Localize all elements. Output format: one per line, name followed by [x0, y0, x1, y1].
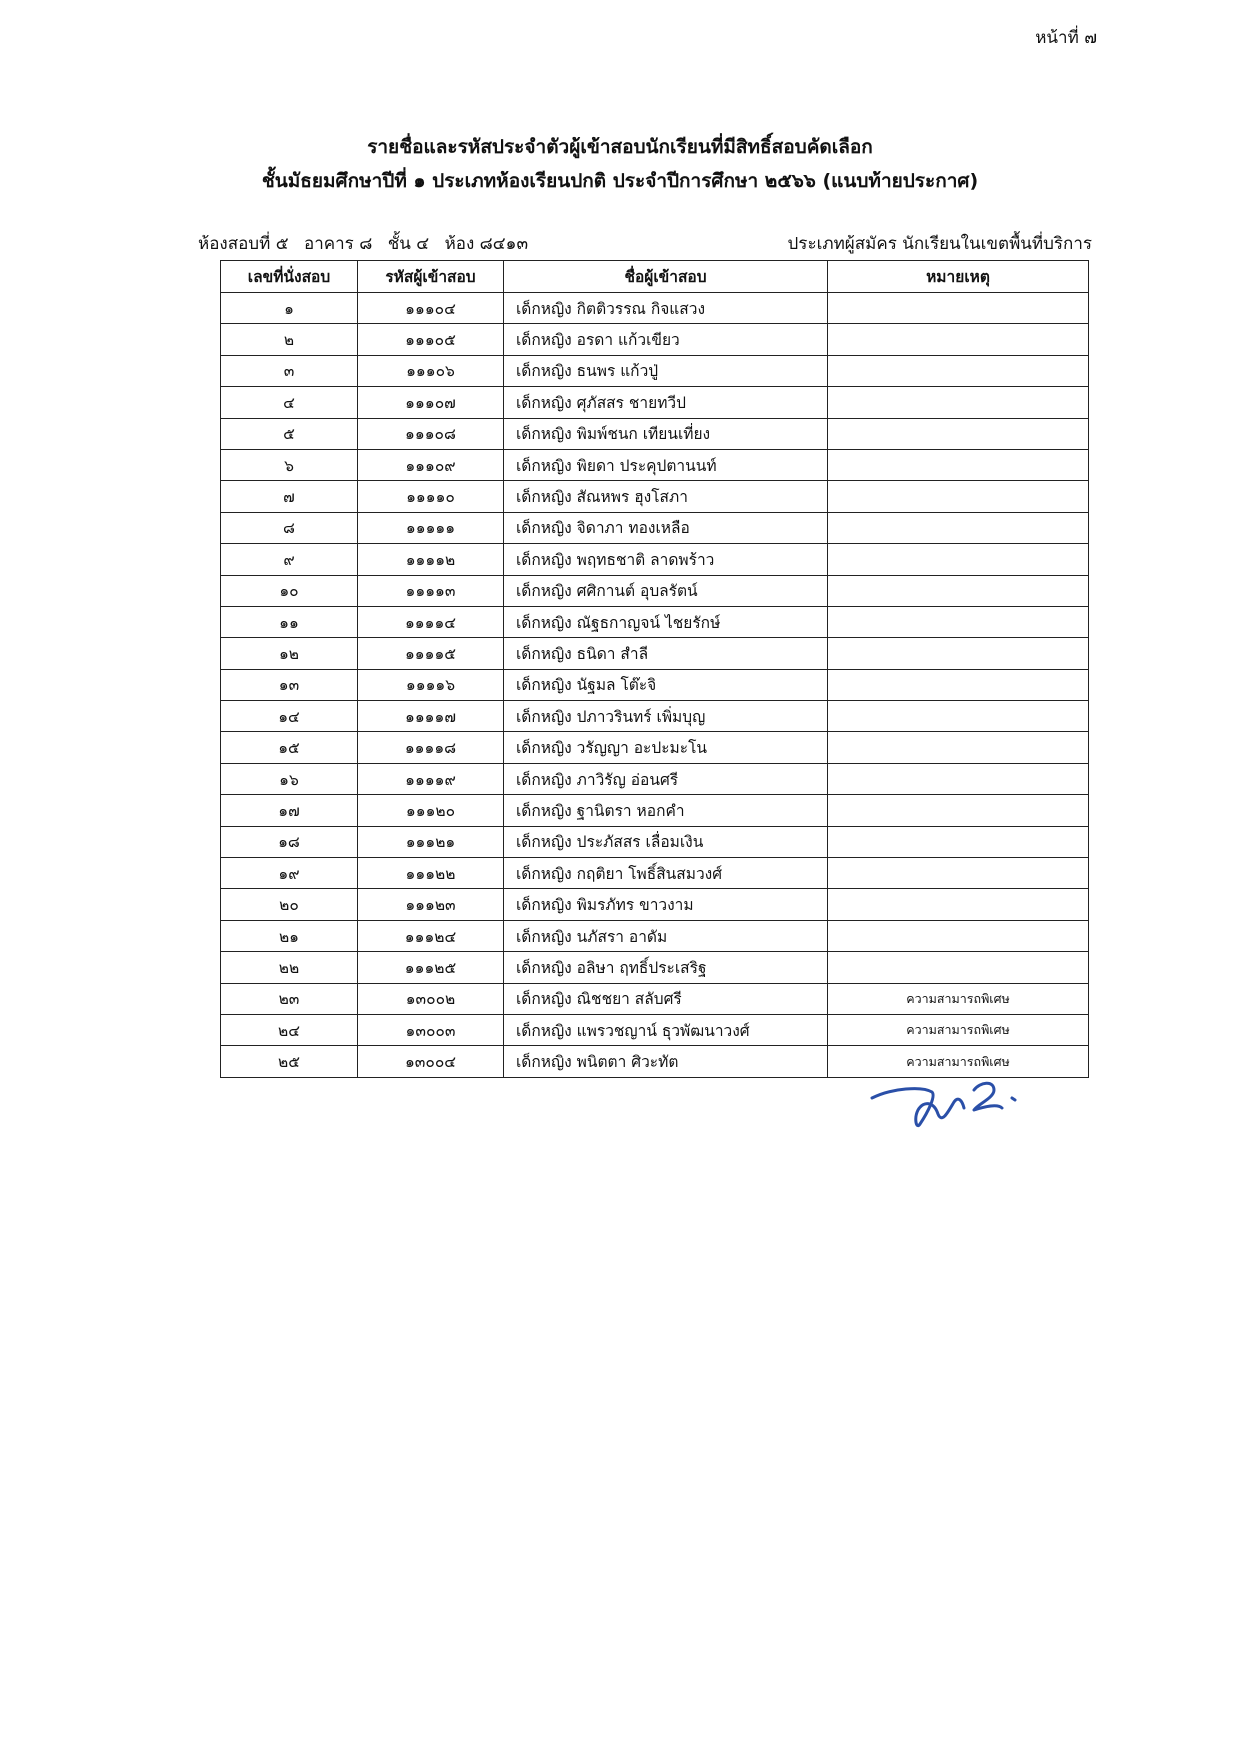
remark: [828, 449, 1089, 480]
table-row: [221, 669, 1089, 700]
seat-number: ๑๗: [221, 795, 358, 826]
seat-number: ๑๓: [221, 669, 358, 700]
seat-number: ๑๔: [221, 701, 358, 732]
remark: ความสามารถพิเศษ: [828, 983, 1089, 1014]
table-row: [221, 481, 1089, 512]
examinee-name: เด็กหญิง ประภัสสร เลื่อมเงิน: [504, 826, 828, 857]
seat-number: ๒: [221, 324, 358, 355]
remark: [828, 858, 1089, 889]
examinee-code: ๑๑๑๐๘: [358, 418, 504, 449]
remark: [828, 293, 1089, 324]
table-row: [221, 606, 1089, 637]
seat-number: ๒๓: [221, 983, 358, 1014]
examinee-code: ๑๑๑๒๓: [358, 889, 504, 920]
table-row: [221, 920, 1089, 951]
remark: [828, 795, 1089, 826]
table-row: [221, 1014, 1089, 1045]
remark: [828, 324, 1089, 355]
seat-number: ๒๔: [221, 1014, 358, 1045]
seat-number: ๒๕: [221, 1046, 358, 1077]
room-code: ห้อง ๘๔๑๓: [444, 234, 529, 254]
examinee-code: ๑๑๑๑๔: [358, 606, 504, 637]
table-row: [221, 763, 1089, 794]
examinee-name: เด็กหญิง สัณหพร ฮุงโสภา: [504, 481, 828, 512]
examinee-name: เด็กหญิง อลิษา ฤทธิ์ประเสริฐ: [504, 952, 828, 983]
examinee-name: เด็กหญิง ณัฐธกาญจน์ ไชยรักษ์: [504, 606, 828, 637]
page-number: หน้าที่ ๗: [1035, 28, 1097, 48]
signature: [862, 1068, 1062, 1148]
remark: [828, 638, 1089, 669]
examinee-name: เด็กหญิง พิมพ์ชนก เทียนเที่ยง: [504, 418, 828, 449]
remark: [828, 952, 1089, 983]
remark: [828, 701, 1089, 732]
seat-number: ๑๒: [221, 638, 358, 669]
header-seat: เลขที่นั่งสอบ: [221, 261, 358, 293]
remark: [828, 575, 1089, 606]
seat-number: ๑๕: [221, 732, 358, 763]
seat-number: ๔: [221, 387, 358, 418]
remark: [828, 481, 1089, 512]
table-row: [221, 701, 1089, 732]
examinee-code: ๑๑๑๐๕: [358, 324, 504, 355]
remark: [828, 512, 1089, 543]
remark: [828, 387, 1089, 418]
seat-number: ๑๙: [221, 858, 358, 889]
seat-number: ๑: [221, 293, 358, 324]
table-row: [221, 858, 1089, 889]
table-row: [221, 952, 1089, 983]
examinee-name: เด็กหญิง นัฐมล โต๊ะจิ: [504, 669, 828, 700]
seat-number: ๓: [221, 355, 358, 386]
examinee-code: ๑๑๑๒๑: [358, 826, 504, 857]
examinee-code: ๑๑๑๑๖: [358, 669, 504, 700]
room-number: ห้องสอบที่ ๕: [198, 234, 289, 254]
header-code: รหัสผู้เข้าสอบ: [358, 261, 504, 293]
remark: [828, 355, 1089, 386]
remark: [828, 732, 1089, 763]
examinee-name: เด็กหญิง ศุภัสสร ชายทวีป: [504, 387, 828, 418]
examinee-code: ๑๓๐๐๒: [358, 983, 504, 1014]
table-row: [221, 512, 1089, 543]
examinee-code: ๑๑๑๑๘: [358, 732, 504, 763]
examinee-name: เด็กหญิง แพรวชญาน์ ธุวพัฒนาวงศ์: [504, 1014, 828, 1045]
seat-number: ๑๘: [221, 826, 358, 857]
examinee-code: ๑๑๑๑๑: [358, 512, 504, 543]
seat-number: ๑๐: [221, 575, 358, 606]
table-row: [221, 293, 1089, 324]
examinee-name: เด็กหญิง พฤทธชาติ ลาดพร้าว: [504, 544, 828, 575]
table-row: [221, 418, 1089, 449]
room-info: [198, 230, 538, 257]
table-row: [221, 355, 1089, 386]
seat-number: ๕: [221, 418, 358, 449]
examinee-code: ๑๑๑๑๗: [358, 701, 504, 732]
examinee-code: ๑๑๑๒๐: [358, 795, 504, 826]
examinee-code: ๑๓๐๐๓: [358, 1014, 504, 1045]
seat-number: ๒๒: [221, 952, 358, 983]
header-note: หมายเหตุ: [828, 261, 1089, 293]
examinee-code: ๑๓๐๐๔: [358, 1046, 504, 1077]
applicant-type: ประเภทผู้สมัคร นักเรียนในเขตพื้นที่บริการ: [787, 234, 1092, 254]
examinee-table: [220, 260, 1089, 1078]
examinee-name: เด็กหญิง ศศิกานต์ อุบลรัตน์: [504, 575, 828, 606]
examinee-code: ๑๑๑๐๔: [358, 293, 504, 324]
remark: [828, 763, 1089, 794]
examinee-name: เด็กหญิง ธนิดา สำลี: [504, 638, 828, 669]
examinee-code: ๑๑๑๑๒: [358, 544, 504, 575]
seat-number: ๖: [221, 449, 358, 480]
examinee-name: เด็กหญิง ฐานิตรา หอกคำ: [504, 795, 828, 826]
examinee-name: เด็กหญิง นภัสรา อาดัม: [504, 920, 828, 951]
seat-number: ๑๖: [221, 763, 358, 794]
table-row: [221, 889, 1089, 920]
table-row: [221, 732, 1089, 763]
examinee-name: เด็กหญิง กิตติวรรณ กิจแสวง: [504, 293, 828, 324]
table-row: [221, 544, 1089, 575]
examinee-name: เด็กหญิง พนิตตา ศิวะทัต: [504, 1046, 828, 1077]
examinee-code: ๑๑๑๒๔: [358, 920, 504, 951]
remark: [828, 920, 1089, 951]
examinee-name: เด็กหญิง ปภาวรินทร์ เพิ่มบุญ: [504, 701, 828, 732]
remark: [828, 606, 1089, 637]
header-name: ชื่อผู้เข้าสอบ: [504, 261, 828, 293]
remark: [828, 669, 1089, 700]
remark: [828, 544, 1089, 575]
examinee-name: เด็กหญิง พิยดา ประคุปตานนท์: [504, 449, 828, 480]
seat-number: ๑๑: [221, 606, 358, 637]
seat-number: ๙: [221, 544, 358, 575]
building: อาคาร ๘: [303, 234, 373, 254]
document-subtitle: ชั้นมัธยมศึกษาปีที่ ๑ ประเภทห้องเรียนปกติ ประจำปีการศึกษา ๒๕๖๖ (แนบท้ายประกาศ): [261, 170, 979, 192]
document-title: รายชื่อและรหัสประจำตัวผู้เข้าสอบนักเรียนที่มีสิทธิ์สอบคัดเลือก: [367, 136, 873, 158]
examinee-name: เด็กหญิง ณิชชยา สลับศรี: [504, 983, 828, 1014]
examinee-code: ๑๑๑๐๗: [358, 387, 504, 418]
examinee-name: เด็กหญิง ภาวิรัญ อ่อนศรี: [504, 763, 828, 794]
examinee-name: เด็กหญิง พิมรภัทร ขาวงาม: [504, 889, 828, 920]
examinee-code: ๑๑๑๒๕: [358, 952, 504, 983]
remark: [828, 418, 1089, 449]
table-row: [221, 826, 1089, 857]
remark: [828, 889, 1089, 920]
table-row: [221, 983, 1089, 1014]
examinee-code: ๑๑๑๐๖: [358, 355, 504, 386]
examinee-code: ๑๑๑๑๓: [358, 575, 504, 606]
examinee-name: เด็กหญิง อรดา แก้วเขียว: [504, 324, 828, 355]
examinee-name: เด็กหญิง จิดาภา ทองเหลือ: [504, 512, 828, 543]
table-row: [221, 324, 1089, 355]
seat-number: ๒๑: [221, 920, 358, 951]
seat-number: ๘: [221, 512, 358, 543]
table-row: [221, 795, 1089, 826]
seat-number: ๒๐: [221, 889, 358, 920]
table-row: [221, 575, 1089, 606]
remark: [828, 826, 1089, 857]
examinee-code: ๑๑๑๒๒: [358, 858, 504, 889]
examinee-code: ๑๑๑๑๙: [358, 763, 504, 794]
table-body: [221, 293, 1089, 1078]
examinee-name: เด็กหญิง กฤติยา โพธิ์สินสมวงศ์: [504, 858, 828, 889]
table-row: [221, 387, 1089, 418]
table-header-row: [221, 261, 1089, 293]
table-row: [221, 638, 1089, 669]
examinee-code: ๑๑๑๑๕: [358, 638, 504, 669]
table-row: [221, 449, 1089, 480]
examinee-name: เด็กหญิง ธนพร แก้วปู่: [504, 355, 828, 386]
seat-number: ๗: [221, 481, 358, 512]
floor: ชั้น ๔: [387, 234, 430, 254]
examinee-code: ๑๑๑๑๐: [358, 481, 504, 512]
examinee-name: เด็กหญิง วรัญญา อะปะมะโน: [504, 732, 828, 763]
remark: ความสามารถพิเศษ: [828, 1014, 1089, 1045]
examinee-code: ๑๑๑๐๙: [358, 449, 504, 480]
remark: ความสามารถพิเศษ: [828, 1046, 1089, 1077]
